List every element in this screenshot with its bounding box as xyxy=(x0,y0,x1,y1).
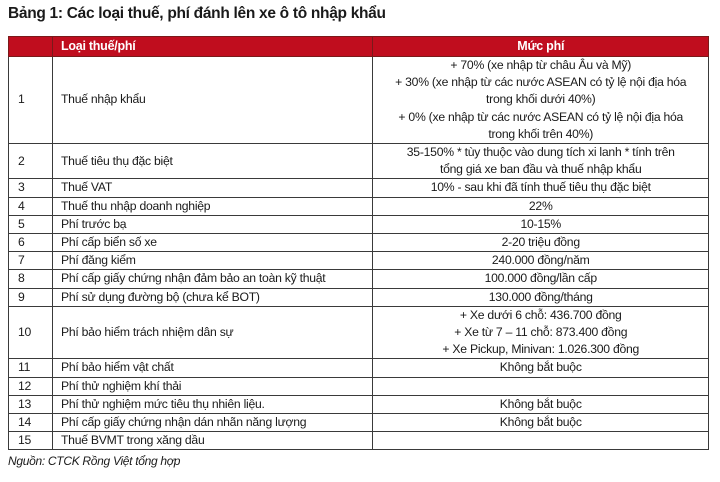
tax-type-cell: Phí trước bạ xyxy=(52,215,373,233)
fee-line: 10-15% xyxy=(520,216,561,231)
fee-level-cell xyxy=(373,395,709,413)
fee-line: Không bắt buộc xyxy=(499,360,582,375)
tax-type-cell: Phí thử nghiệm mức tiêu thụ nhiên liệu. xyxy=(52,395,373,413)
fee-level-cell xyxy=(373,57,709,144)
fee-level-cell xyxy=(373,432,709,450)
table-row xyxy=(9,377,709,395)
tax-type-cell: Thuế BVMT trong xăng dầu xyxy=(52,432,373,450)
tax-type-cell: Thuế thu nhập doanh nghiệp xyxy=(52,197,373,215)
fee-level-cell xyxy=(373,179,709,197)
fee-level-cell xyxy=(373,252,709,270)
header-no xyxy=(9,37,53,57)
row-number: 5 xyxy=(9,215,53,233)
fee-line: 100.000 đồng/lần cấp xyxy=(484,271,597,286)
table-header-row xyxy=(9,37,709,57)
row-number: 15 xyxy=(9,432,53,450)
fee-level-cell xyxy=(373,288,709,306)
header-tax-type: Loại thuế/phí xyxy=(52,37,373,57)
row-number: 2 xyxy=(9,144,53,179)
table-row xyxy=(9,359,709,377)
row-number: 7 xyxy=(9,252,53,270)
tax-type-cell: Phí đăng kiểm xyxy=(52,252,373,270)
row-number: 8 xyxy=(9,270,53,288)
fee-line: trong khối trên 40%) xyxy=(488,126,594,141)
fee-line: + Xe Pickup, Minivan: 1.026.300 đồng xyxy=(442,342,640,357)
fee-line: 240.000 đồng/năm xyxy=(491,253,590,268)
table-row xyxy=(9,270,709,288)
fee-line: 2-20 triệu đồng xyxy=(501,235,580,250)
table-row xyxy=(9,197,709,215)
tax-type-cell: Thuế VAT xyxy=(52,179,373,197)
row-number: 12 xyxy=(9,377,53,395)
row-number: 11 xyxy=(9,359,53,377)
row-number: 13 xyxy=(9,395,53,413)
header-fee-level: Mức phí xyxy=(373,37,709,57)
tax-type-cell: Phí cấp giấy chứng nhận đảm bảo an toàn kỹ thuật xyxy=(52,270,373,288)
tax-type-cell: Thuế nhập khẩu xyxy=(52,57,373,144)
tax-type-cell: Phí sử dụng đường bộ (chưa kể BOT) xyxy=(52,288,373,306)
fee-level-cell xyxy=(373,144,709,179)
fee-line xyxy=(377,432,704,449)
table-row xyxy=(9,215,709,233)
tax-type-cell: Thuế tiêu thụ đặc biệt xyxy=(52,144,373,179)
table-title: Bảng 1: Các loại thuế, phí đánh lên xe ô tô nhập khẩu xyxy=(8,5,386,22)
table-row xyxy=(9,179,709,197)
fee-line: + Xe dưới 6 chỗ: 436.700 đồng xyxy=(459,307,622,322)
fee-level-cell xyxy=(373,359,709,377)
fee-line: Không bắt buộc xyxy=(499,415,582,430)
source-note: Nguồn: CTCK Rồng Việt tổng hợp xyxy=(8,454,181,468)
row-number: 4 xyxy=(9,197,53,215)
table-row xyxy=(9,144,709,179)
table-row xyxy=(9,432,709,450)
fee-level-cell xyxy=(373,377,709,395)
table-row xyxy=(9,288,709,306)
tax-type-cell: Phí cấp giấy chứng nhận dán nhãn năng lượng xyxy=(52,414,373,432)
row-number: 6 xyxy=(9,234,53,252)
fee-line: tổng giá xe ban đầu và thuế nhập khẩu xyxy=(439,162,642,177)
table-row xyxy=(9,57,709,144)
fee-line: 10% - sau khi đã tính thuế tiêu thụ đặc biệt xyxy=(430,180,651,195)
fee-line: 22% xyxy=(528,198,553,213)
fee-line xyxy=(377,378,704,395)
fee-line: + 70% (xe nhập từ châu Âu và Mỹ) xyxy=(450,58,632,72)
row-number: 1 xyxy=(9,57,53,144)
tax-type-cell: Phí bảo hiểm trách nhiệm dân sự xyxy=(52,306,373,359)
tax-fee-table xyxy=(8,36,709,450)
fee-level-cell xyxy=(373,270,709,288)
fee-line: + 30% (xe nhập từ các nước ASEAN có tỷ lệ nội địa hóa xyxy=(395,75,687,90)
row-number: 14 xyxy=(9,414,53,432)
fee-line: + Xe từ 7 – 11 chỗ: 873.400 đồng xyxy=(454,325,628,340)
table-row xyxy=(9,414,709,432)
fee-level-cell xyxy=(373,197,709,215)
table-row xyxy=(9,252,709,270)
fee-line: 130.000 đồng/tháng xyxy=(488,289,593,304)
tax-type-cell: Phí cấp biển số xe xyxy=(52,234,373,252)
tax-type-cell: Phí thử nghiệm khí thải xyxy=(52,377,373,395)
table-row xyxy=(9,395,709,413)
row-number: 10 xyxy=(9,306,53,359)
row-number: 9 xyxy=(9,288,53,306)
tax-type-cell: Phí bảo hiểm vật chất xyxy=(52,359,373,377)
fee-level-cell xyxy=(373,234,709,252)
fee-line: Không bắt buộc xyxy=(499,396,582,411)
fee-level-cell xyxy=(373,306,709,359)
table-row xyxy=(9,234,709,252)
table-row xyxy=(9,306,709,359)
fee-level-cell xyxy=(373,215,709,233)
fee-level-cell xyxy=(373,414,709,432)
table-body xyxy=(9,57,709,450)
fee-line: 35-150% * tùy thuộc vào dung tích xi lanh * tính trên xyxy=(406,145,675,160)
fee-line: trong khối dưới 40%) xyxy=(486,92,596,107)
row-number: 3 xyxy=(9,179,53,197)
fee-line: + 0% (xe nhập từ các nước ASEAN có tỷ lệ nội địa hóa xyxy=(398,109,684,124)
